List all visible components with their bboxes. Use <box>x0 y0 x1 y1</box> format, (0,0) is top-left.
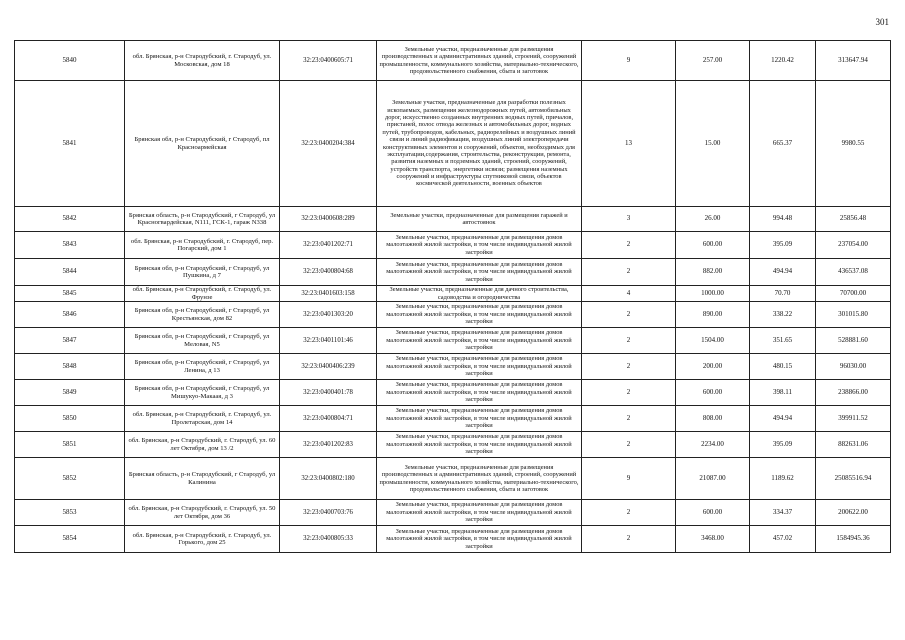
table-row <box>15 458 891 500</box>
specific-value-cell: 480.15 <box>750 354 816 380</box>
cadastral-value-cell: 399911.52 <box>816 406 891 432</box>
table-row <box>15 526 891 553</box>
area-cell: 890.00 <box>676 302 750 328</box>
address-cell: обл. Брянская, р-н Стародубский, г. Стародуб, ул. Московская, дом 18 <box>125 41 280 81</box>
cadastral-value-cell: 25856.48 <box>816 207 891 232</box>
cadastral-value-cell: 882631.06 <box>816 432 891 458</box>
land-use-cell: Земельные участки, предназначенные для размещения домов малоэтажной жилой застройки, в том числе индивидуальной жилой застройки <box>377 500 582 526</box>
cadastral-value-cell: 96030.00 <box>816 354 891 380</box>
group-cell: 2 <box>582 380 676 406</box>
specific-value-cell: 994.48 <box>750 207 816 232</box>
area-cell: 26.00 <box>676 207 750 232</box>
address-cell: Брянская обл, р-н Стародубский, г Стародуб, пл Красноармейская <box>125 81 280 207</box>
address-cell: Брянская обл, р-н Стародубский, г Стародуб, ул Меловая, N5 <box>125 328 280 354</box>
address-cell: Брянская обл, р-н Стародубский, г Стародуб, ул Ленина, д 13 <box>125 354 280 380</box>
cadastral-number-cell: 32:23:0400605:71 <box>280 41 377 81</box>
specific-value-cell: 395.09 <box>750 232 816 259</box>
row-number-cell: 5851 <box>15 432 125 458</box>
group-cell: 9 <box>582 458 676 500</box>
group-cell: 2 <box>582 259 676 286</box>
address-cell: Брянская область, р-н Стародубский, г Стародуб, ул Красногвардейская, N111, ГСК-1, гараж N338 <box>125 207 280 232</box>
table-row <box>15 232 891 259</box>
cadastral-value-cell: 200622.00 <box>816 500 891 526</box>
cadastral-number-cell: 32:23:0401202:83 <box>280 432 377 458</box>
cadastral-value-cell: 238866.00 <box>816 380 891 406</box>
cadastral-number-cell: 32:23:0400204:384 <box>280 81 377 207</box>
specific-value-cell: 338.22 <box>750 302 816 328</box>
cadastral-number-cell: 32:23:0400805:33 <box>280 526 377 553</box>
area-cell: 882.00 <box>676 259 750 286</box>
row-number-cell: 5850 <box>15 406 125 432</box>
group-cell: 2 <box>582 354 676 380</box>
specific-value-cell: 1220.42 <box>750 41 816 81</box>
row-number-cell: 5853 <box>15 500 125 526</box>
land-use-cell: Земельные участки, предназначенные для разработки полезных ископаемых, размещения железнодорожных путей, автомобильных дорог, искусственно созданных внутренних водных путей, причалов, пристаней, полос отвода железных и автомобильных дорог, водных путей, трубопроводов, кабельных, радиорелейных и воздушных линий связи и линий радиофикации, воздушных линий электропередачи конструктивных элементов и сооружений, объектов, необходимых для эксплуатации,содержания, строительства, реконструкции, ремонта, развития наземных и подземных зданий, строений, сооружений, устройств транспорта, энергетики исвязи; размещения наземных сооружений и инфраструктуры спутниковой связи, объектов космической деятельности, военных объектов <box>377 81 582 207</box>
cadastral-number-cell: 32:23:0400406:239 <box>280 354 377 380</box>
specific-value-cell: 494.94 <box>750 259 816 286</box>
row-number-cell: 5849 <box>15 380 125 406</box>
area-cell: 600.00 <box>676 380 750 406</box>
land-use-cell: Земельные участки, предназначенные для размещения домов малоэтажной жилой застройки, в том числе индивидуальной жилой застройки <box>377 328 582 354</box>
group-cell: 2 <box>582 500 676 526</box>
land-use-cell: Земельные участки, предназначенные для размещения домов малоэтажной жилой застройки, в том числе индивидуальной жилой застройки <box>377 406 582 432</box>
table-row <box>15 432 891 458</box>
area-cell: 15.00 <box>676 81 750 207</box>
area-cell: 1504.00 <box>676 328 750 354</box>
cadastral-number-cell: 32:23:0401202:71 <box>280 232 377 259</box>
row-number-cell: 5840 <box>15 41 125 81</box>
cadastral-value-cell: 25085516.94 <box>816 458 891 500</box>
land-use-cell: Земельные участки, предназначенные для размещения домов малоэтажной жилой застройки, в том числе индивидуальной жилой застройки <box>377 380 582 406</box>
area-cell: 257.00 <box>676 41 750 81</box>
group-cell: 13 <box>582 81 676 207</box>
group-cell: 4 <box>582 286 676 302</box>
cadastral-value-cell: 70700.00 <box>816 286 891 302</box>
group-cell: 3 <box>582 207 676 232</box>
cadastral-value-cell: 313647.94 <box>816 41 891 81</box>
specific-value-cell: 457.02 <box>750 526 816 553</box>
address-cell: обл. Брянская, р-н Стародубский, г. Стародуб, пер. Погарский, дом 1 <box>125 232 280 259</box>
land-use-cell: Земельные участки, предназначенные для дачного строительства, садоводства и огородничества <box>377 286 582 302</box>
area-cell: 200.00 <box>676 354 750 380</box>
land-use-cell: Земельные участки, предназначенные для размещения домов малоэтажной жилой застройки, в том числе индивидуальной жилой застройки <box>377 259 582 286</box>
area-cell: 808.00 <box>676 406 750 432</box>
table-row <box>15 302 891 328</box>
cadastral-value-cell: 1584945.36 <box>816 526 891 553</box>
group-cell: 9 <box>582 41 676 81</box>
specific-value-cell: 398.11 <box>750 380 816 406</box>
row-number-cell: 5852 <box>15 458 125 500</box>
table-row <box>15 406 891 432</box>
specific-value-cell: 70.70 <box>750 286 816 302</box>
area-cell: 3468.00 <box>676 526 750 553</box>
address-cell: Брянская область, р-н Стародубский, г Стародуб, ул Калинина <box>125 458 280 500</box>
row-number-cell: 5842 <box>15 207 125 232</box>
specific-value-cell: 395.09 <box>750 432 816 458</box>
table-row <box>15 380 891 406</box>
table-row <box>15 259 891 286</box>
table-row <box>15 354 891 380</box>
land-use-cell: Земельные участки, предназначенные для размещения домов малоэтажной жилой застройки, в том числе индивидуальной жилой застройки <box>377 354 582 380</box>
table-row <box>15 500 891 526</box>
cadastral-number-cell: 32:23:0400608:289 <box>280 207 377 232</box>
cadastral-value-cell: 528881.60 <box>816 328 891 354</box>
address-cell: обл. Брянская, р-н Стародубский, г. Стародуб, ул. Фрунзе <box>125 286 280 302</box>
cadastral-value-cell: 9980.55 <box>816 81 891 207</box>
cadastral-value-cell: 301015.80 <box>816 302 891 328</box>
land-use-cell: Земельные участки, предназначенные для размещения производственных и административных зданий, строений, сооружений промышленности, коммунального хозяйства, материально-технического, продовольственного снабжения, сбыта и заготовок <box>377 41 582 81</box>
cadastral-number-cell: 32:23:0401101:46 <box>280 328 377 354</box>
land-use-cell: Земельные участки, предназначенные для размещения домов малоэтажной жилой застройки, в том числе индивидуальной жилой застройки <box>377 526 582 553</box>
group-cell: 2 <box>582 328 676 354</box>
address-cell: обл. Брянская, р-н Стародубский, г. Стародуб, ул. Горького, дом 25 <box>125 526 280 553</box>
specific-value-cell: 665.37 <box>750 81 816 207</box>
table-row <box>15 286 891 302</box>
cadastral-value-table <box>14 40 891 553</box>
address-cell: обл. Брянская, р-н Стародубский, г. Стародуб, ул. 50 лет Октября, дом 36 <box>125 500 280 526</box>
row-number-cell: 5848 <box>15 354 125 380</box>
cadastral-number-cell: 32:23:0400401:78 <box>280 380 377 406</box>
area-cell: 600.00 <box>676 232 750 259</box>
land-use-cell: Земельные участки, предназначенные для размещения домов малоэтажной жилой застройки, в том числе индивидуальной жилой застройки <box>377 232 582 259</box>
cadastral-number-cell: 32:23:0401603:158 <box>280 286 377 302</box>
specific-value-cell: 334.37 <box>750 500 816 526</box>
area-cell: 21087.00 <box>676 458 750 500</box>
land-use-cell: Земельные участки, предназначенные для размещения домов малоэтажной жилой застройки, в том числе индивидуальной жилой застройки <box>377 432 582 458</box>
table-row <box>15 81 891 207</box>
area-cell: 600.00 <box>676 500 750 526</box>
cadastral-number-cell: 32:23:0400802:180 <box>280 458 377 500</box>
land-use-cell: Земельные участки, предназначенные для размещения производственных и административных зданий, строений, сооружений промышленности, коммунального хозяйства, материально-технического, продовольственного снабжения, сбыта и заготовок <box>377 458 582 500</box>
address-cell: Брянская обл, р-н Стародубский, г Стародуб, ул Пушкина, д 7 <box>125 259 280 286</box>
group-cell: 2 <box>582 432 676 458</box>
table-row <box>15 207 891 232</box>
group-cell: 2 <box>582 406 676 432</box>
cadastral-value-cell: 436537.08 <box>816 259 891 286</box>
area-cell: 2234.00 <box>676 432 750 458</box>
group-cell: 2 <box>582 232 676 259</box>
address-cell: Брянская обл, р-н Стародубский, г Стародуб, ул Крестьянская, дом 82 <box>125 302 280 328</box>
row-number-cell: 5854 <box>15 526 125 553</box>
row-number-cell: 5843 <box>15 232 125 259</box>
row-number-cell: 5841 <box>15 81 125 207</box>
row-number-cell: 5847 <box>15 328 125 354</box>
group-cell: 2 <box>582 526 676 553</box>
cadastral-number-cell: 32:23:0400804:68 <box>280 259 377 286</box>
address-cell: обл. Брянская, р-н Стародубский, г. Стародуб, ул. 60 лет Октября, дом 13 /2 <box>125 432 280 458</box>
cadastral-number-cell: 32:23:0400804:71 <box>280 406 377 432</box>
specific-value-cell: 351.65 <box>750 328 816 354</box>
page-number: 301 <box>875 17 889 27</box>
cadastral-value-cell: 237054.00 <box>816 232 891 259</box>
table-row <box>15 328 891 354</box>
row-number-cell: 5844 <box>15 259 125 286</box>
group-cell: 2 <box>582 302 676 328</box>
row-number-cell: 5846 <box>15 302 125 328</box>
land-use-cell: Земельные участки, предназначенные для размещения гаражей и автостоянок <box>377 207 582 232</box>
address-cell: обл. Брянская, р-н Стародубский, г. Стародуб, ул. Пролетарская, дом 14 <box>125 406 280 432</box>
area-cell: 1000.00 <box>676 286 750 302</box>
land-use-cell: Земельные участки, предназначенные для размещения домов малоэтажной жилой застройки, в том числе индивидуальной жилой застройки <box>377 302 582 328</box>
specific-value-cell: 1189.62 <box>750 458 816 500</box>
row-number-cell: 5845 <box>15 286 125 302</box>
table-row <box>15 41 891 81</box>
cadastral-number-cell: 32:23:0401303:20 <box>280 302 377 328</box>
specific-value-cell: 494.94 <box>750 406 816 432</box>
cadastral-number-cell: 32:23:0400703:76 <box>280 500 377 526</box>
address-cell: Брянская обл, р-н Стародубский, г Стародуб, ул Мишукуо-Макаая, д 3 <box>125 380 280 406</box>
